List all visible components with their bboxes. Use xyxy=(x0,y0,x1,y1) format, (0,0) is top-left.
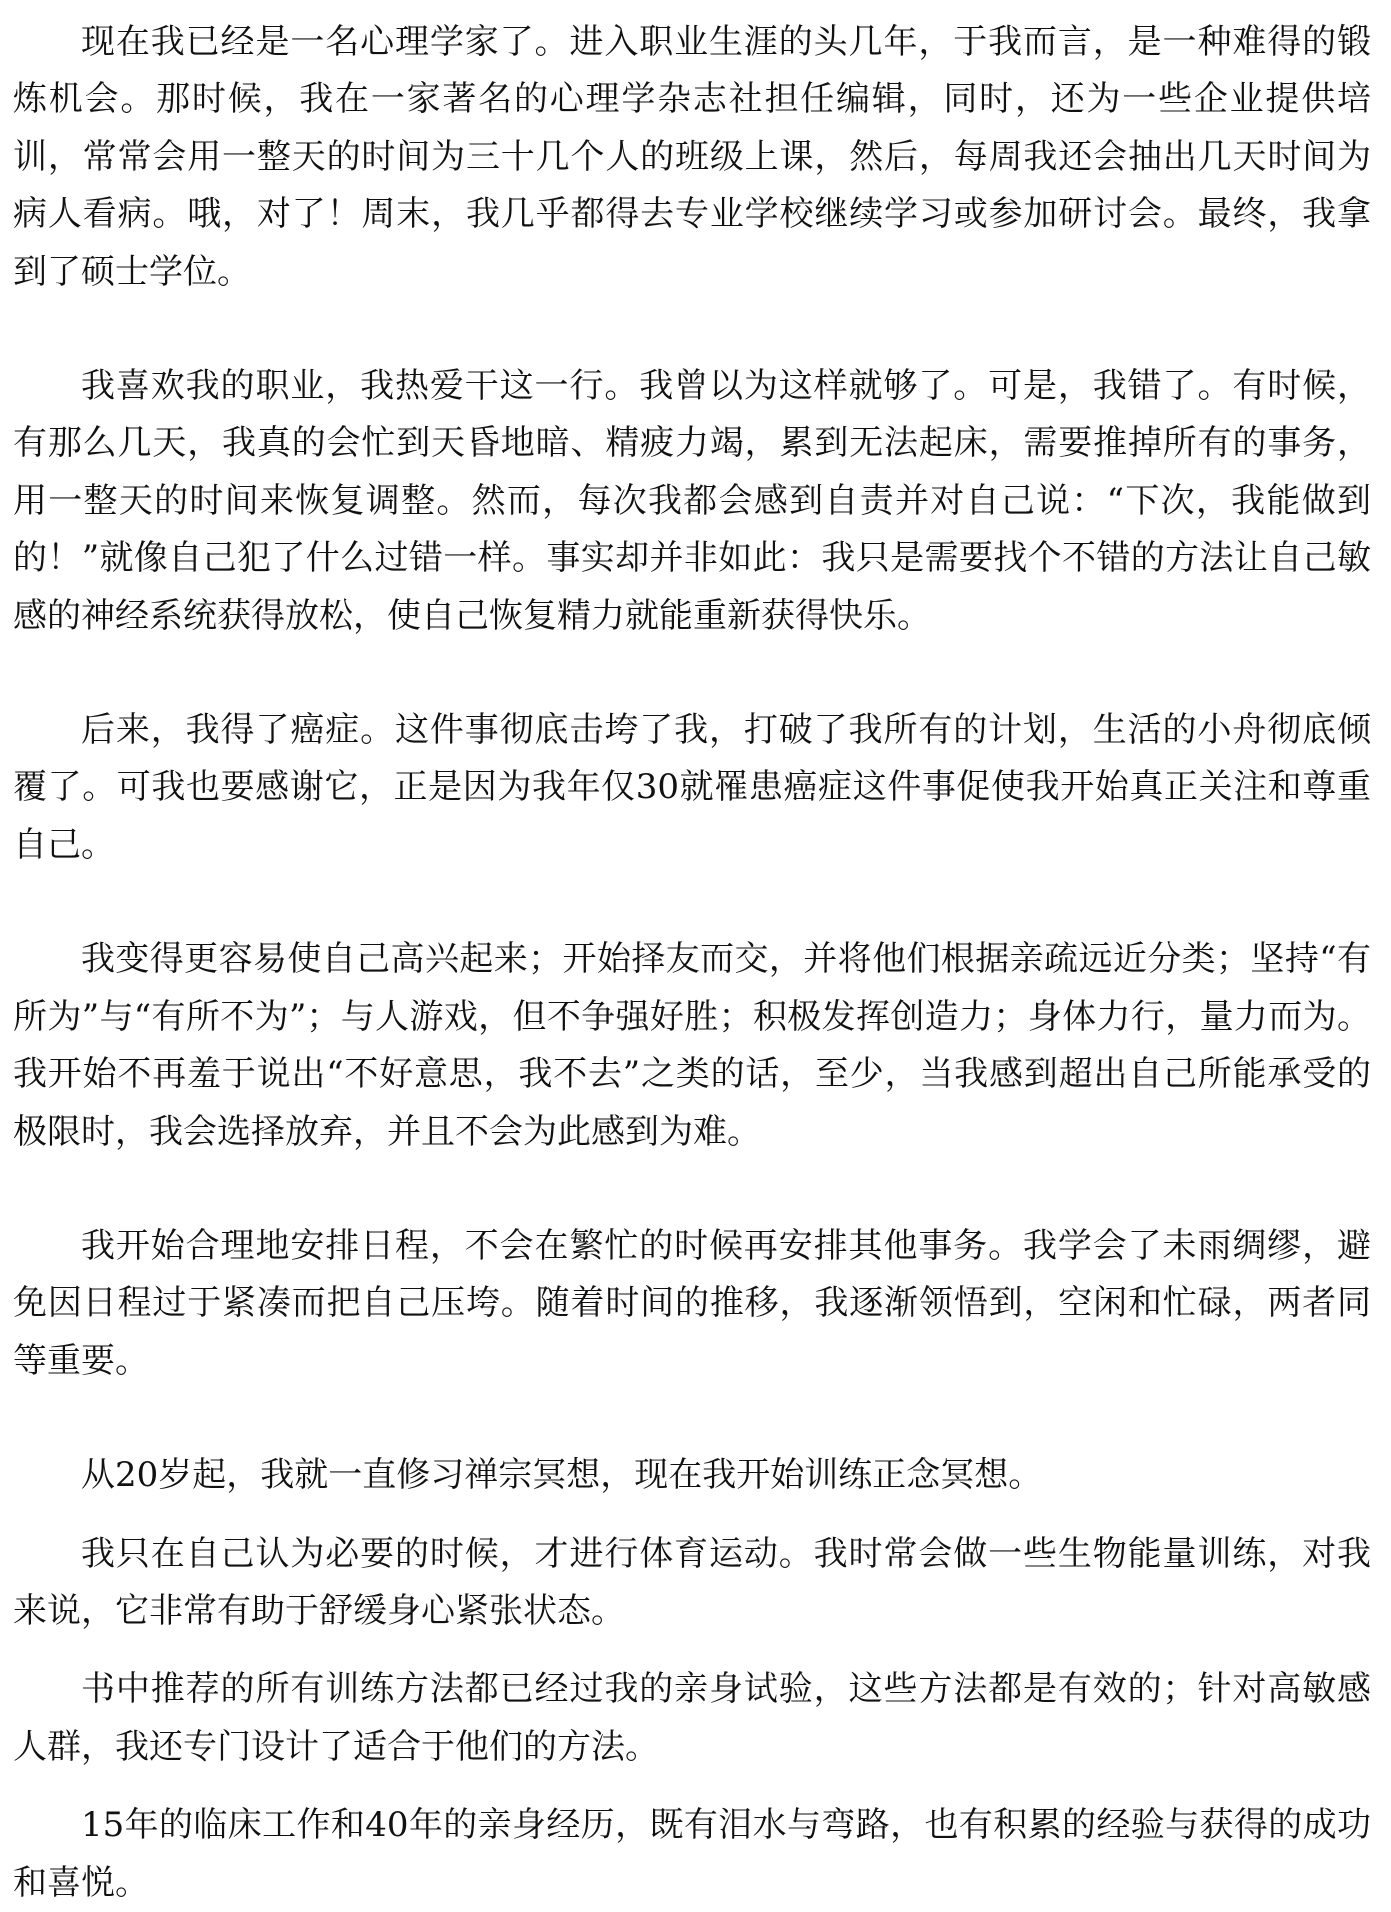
paragraph-4: 我变得更容易使自己高兴起来；开始择友而交，并将他们根据亲疏远近分类；坚持“有所为”与“有所不为”；与人游戏，但不争强好胜；积极发挥创造力；身体力行，量力而为。我开始不再羞于说出“不好意思，我不去”之类的话，至少，当我感到超出自己所能承受的极限时，我会选择放弃，并且不会为此感到为难。 xyxy=(13,939,1371,1152)
paragraph-6: 从20岁起，我就一直修习禅宗冥想，现在我开始训练正念冥想。 xyxy=(81,1455,1043,1496)
paragraph-3: 后来，我得了癌症。这件事彻底击垮了我，打破了我所有的计划，生活的小舟彻底倾覆了。可我也要感谢它，正是因为我年仅30就罹患癌症这件事促使我开始真正关注和尊重自己。 xyxy=(13,710,1371,865)
paragraph-8: 书中推荐的所有训练方法都已经过我的亲身试验，这些方法都是有效的；针对高敏感人群，我还专门设计了适合于他们的方法。 xyxy=(13,1669,1371,1767)
paragraph-1: 现在我已经是一名心理学家了。进入职业生涯的头几年，于我而言，是一种难得的锻炼机会。那时候，我在一家著名的心理学杂志社担任编辑，同时，还为一些企业提供培训，常常会用一整天的时间为三十几个人的班级上课，然后，每周我还会抽出几天时间为病人看病。哦，对了！周末，我几乎都得去专业学校继续学习或参加研讨会。最终，我拿到了硕士学位。 xyxy=(13,22,1371,292)
paragraph-5: 我开始合理地安排日程，不会在繁忙的时候再安排其他事务。我学会了未雨绸缪，避免因日程过于紧凑而把自己压垮。随着时间的推移，我逐渐领悟到，空闲和忙碌，两者同等重要。 xyxy=(13,1225,1371,1381)
paragraph-2: 我喜欢我的职业，我热爱干这一行。我曾以为这样就够了。可是，我错了。有时候，有那么几天，我真的会忙到天昏地暗、精疲力竭，累到无法起床，需要推掉所有的事务，用一整天的时间来恢复调整。然而，每次我都会感到自责并对自己说：“下次，我能做到的！”就像自己犯了什么过错一样。事实却并非如此：我只是需要找个不错的方法让自己敏感的神经系统获得放松，使自己恢复精力就能重新获得快乐。 xyxy=(13,366,1371,636)
paragraph-7: 我只在自己认为必要的时候，才进行体育运动。我时常会做一些生物能量训练，对我来说，它非常有助于舒缓身心紧张状态。 xyxy=(13,1533,1371,1631)
paragraph-9: 15年的临床工作和40年的亲身经历，既有泪水与弯路，也有积累的经验与获得的成功和喜悦。 xyxy=(13,1805,1371,1903)
